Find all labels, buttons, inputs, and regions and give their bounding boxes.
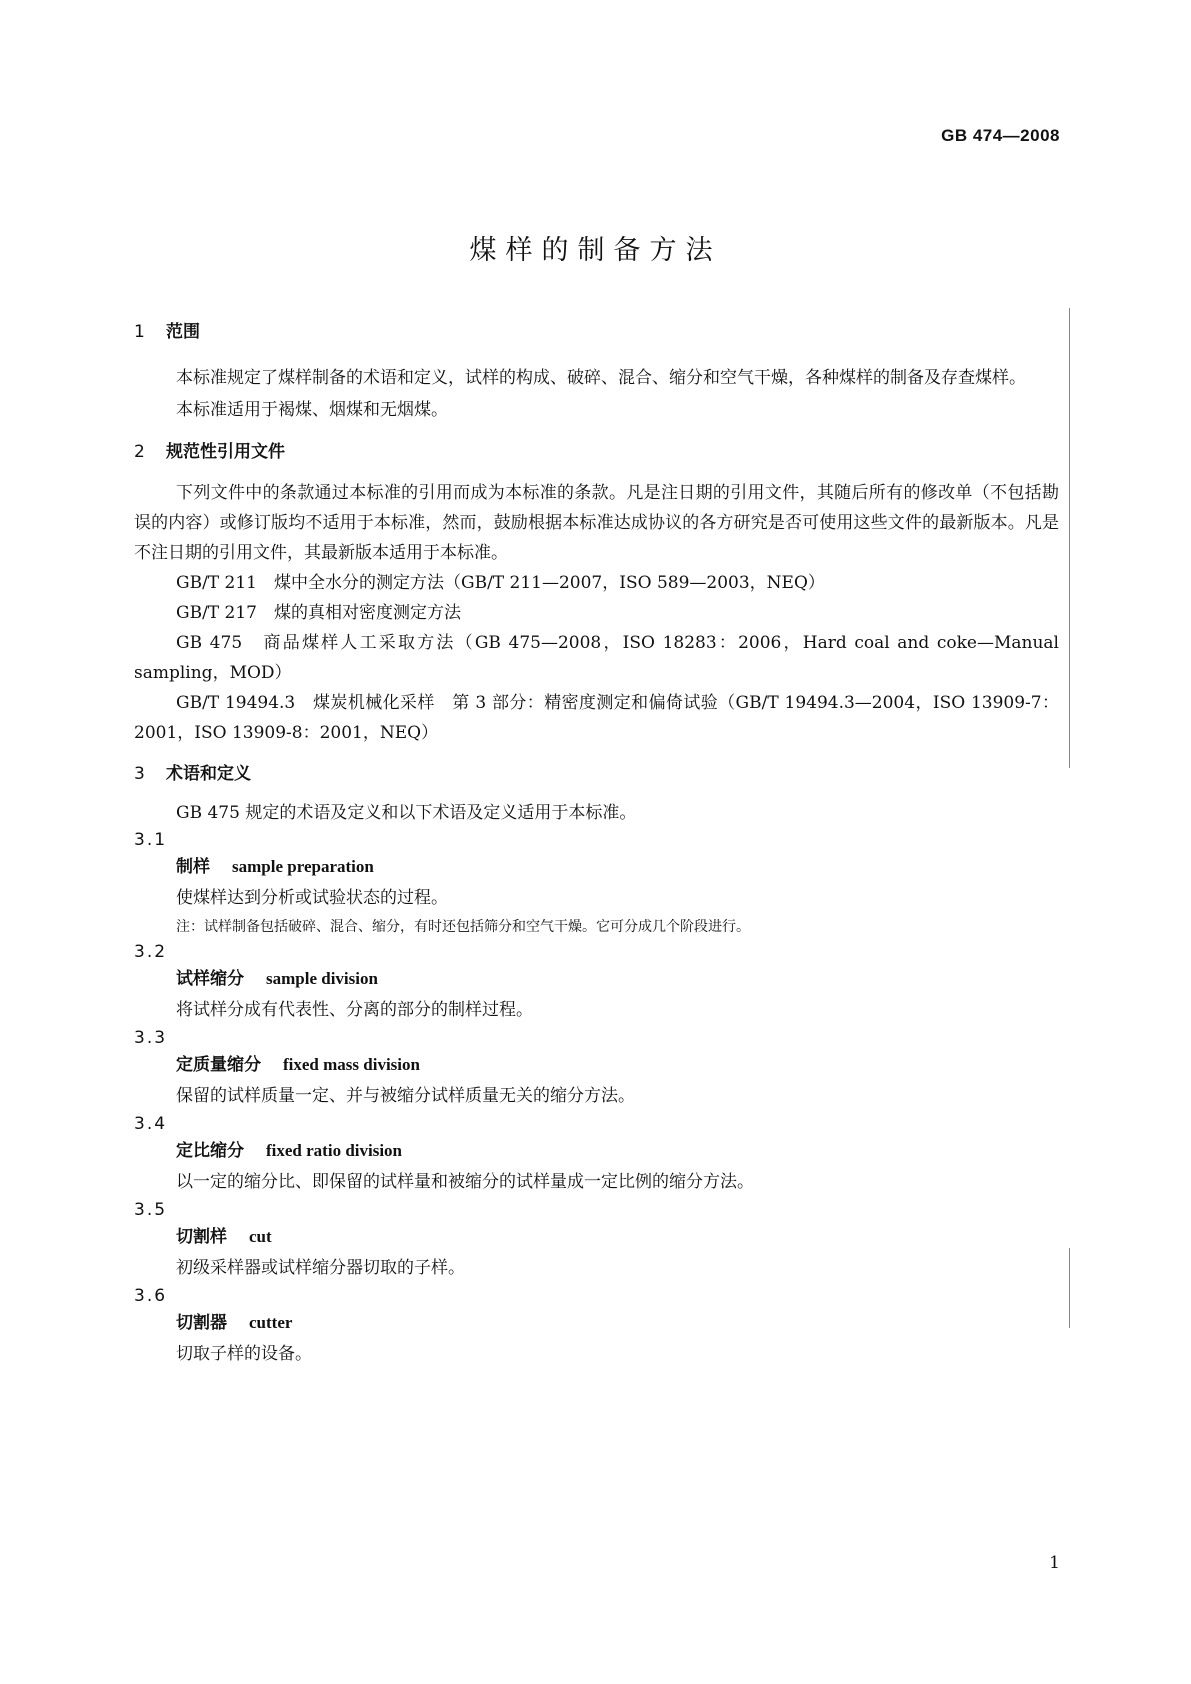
term-definition: 初级采样器或试样缩分器切取的子样。 [176, 1258, 465, 1278]
term-en: cut [249, 1227, 272, 1246]
revision-bar-bottom [1069, 1248, 1070, 1328]
section-2-heading [134, 440, 1059, 464]
clause-number: 3.5 [134, 1200, 168, 1220]
section-3-heading [134, 762, 1059, 786]
page-number: 1 [1049, 1553, 1060, 1573]
clause-number: 3.1 [134, 830, 168, 850]
term-en: cutter [249, 1313, 293, 1332]
section-1-number: 1 [134, 322, 145, 342]
section-1-paragraph-2: 本标准适用于褐煤、烟煤和无烟煤。 [176, 400, 448, 420]
term-en: fixed ratio division [266, 1141, 403, 1160]
term-entry [176, 852, 1059, 882]
term-cn: 切割器 [176, 1313, 227, 1333]
section-1-title: 范围 [166, 322, 200, 342]
term-cn: 定质量缩分 [176, 1055, 261, 1075]
term-definition: 保留的试样质量一定、并与被缩分试样质量无关的缩分方法。 [176, 1086, 635, 1106]
section-2-paragraph-1: 下列文件中的条款通过本标准的引用而成为本标准的条款。凡是注日期的引用文件，其随后所有的修改单（不包括勘误的内容）或修订版均不适用于本标准，然而，鼓励根据本标准达成协议的各方研究是否可使用这些文件的最新版本。凡是不注日期的引用文件，其最新版本适用于本标准。 [134, 483, 1059, 563]
term-entry [176, 1050, 1059, 1080]
section-3-title: 术语和定义 [166, 764, 251, 784]
term-cn: 定比缩分 [176, 1141, 244, 1161]
clause-number: 3.4 [134, 1114, 168, 1134]
standard-number: GB 474—2008 [941, 126, 1060, 145]
section-1-heading [134, 320, 1059, 344]
term-cn: 制样 [176, 857, 210, 877]
clause-number: 3.3 [134, 1028, 168, 1048]
term-note: 注：试样制备包括破碎、混合、缩分，有时还包括筛分和空气干燥。它可分成几个阶段进行。 [176, 919, 750, 935]
term-en: sample preparation [232, 857, 374, 876]
term-entry [176, 1136, 1059, 1166]
section-3-number: 3 [134, 764, 145, 784]
section-2-number: 2 [134, 442, 145, 462]
section-2-title: 规范性引用文件 [166, 442, 285, 462]
term-definition: 使煤样达到分析或试验状态的过程。 [176, 888, 448, 908]
term-definition: 以一定的缩分比、即保留的试样量和被缩分的试样量成一定比例的缩分方法。 [176, 1172, 754, 1192]
clause-number: 3.2 [134, 942, 168, 962]
term-entry [176, 1222, 1059, 1252]
term-en: sample division [266, 969, 378, 988]
term-definition: 切取子样的设备。 [176, 1344, 312, 1364]
clause-number: 3.6 [134, 1286, 168, 1306]
document-title: 煤样的制备方法 [469, 235, 722, 266]
reference-item: GB/T 19494.3 煤炭机械化采样 第 3 部分：精密度测定和偏倚试验（GB/T 19494.3—2004，ISO 13909-7：2001，ISO 13909-8：2001，NEQ） [134, 693, 1059, 743]
term-cn: 切割样 [176, 1227, 227, 1247]
term-cn: 试样缩分 [176, 969, 244, 989]
reference-item: GB/T 217 煤的真相对密度测定方法 [176, 603, 461, 623]
section-1-paragraph-1: 本标准规定了煤样制备的术语和定义，试样的构成、破碎、混合、缩分和空气干燥，各种煤样的制备及存查煤样。 [176, 368, 1026, 388]
reference-item: GB 475 商品煤样人工采取方法（GB 475—2008，ISO 18283：2006，Hard coal and coke—Manual sampling，MOD） [134, 633, 1059, 683]
term-definition: 将试样分成有代表性、分离的部分的制样过程。 [176, 1000, 533, 1020]
term-en: fixed mass division [283, 1055, 420, 1074]
term-entry [176, 1308, 1059, 1338]
reference-item: GB/T 211 煤中全水分的测定方法（GB/T 211—2007，ISO 589—2003，NEQ） [176, 573, 825, 593]
term-entry [176, 964, 1059, 994]
revision-bar-top [1069, 308, 1070, 768]
document-body [134, 320, 1059, 1370]
section-3-paragraph-1: GB 475 规定的术语及定义和以下术语及定义适用于本标准。 [176, 803, 637, 823]
